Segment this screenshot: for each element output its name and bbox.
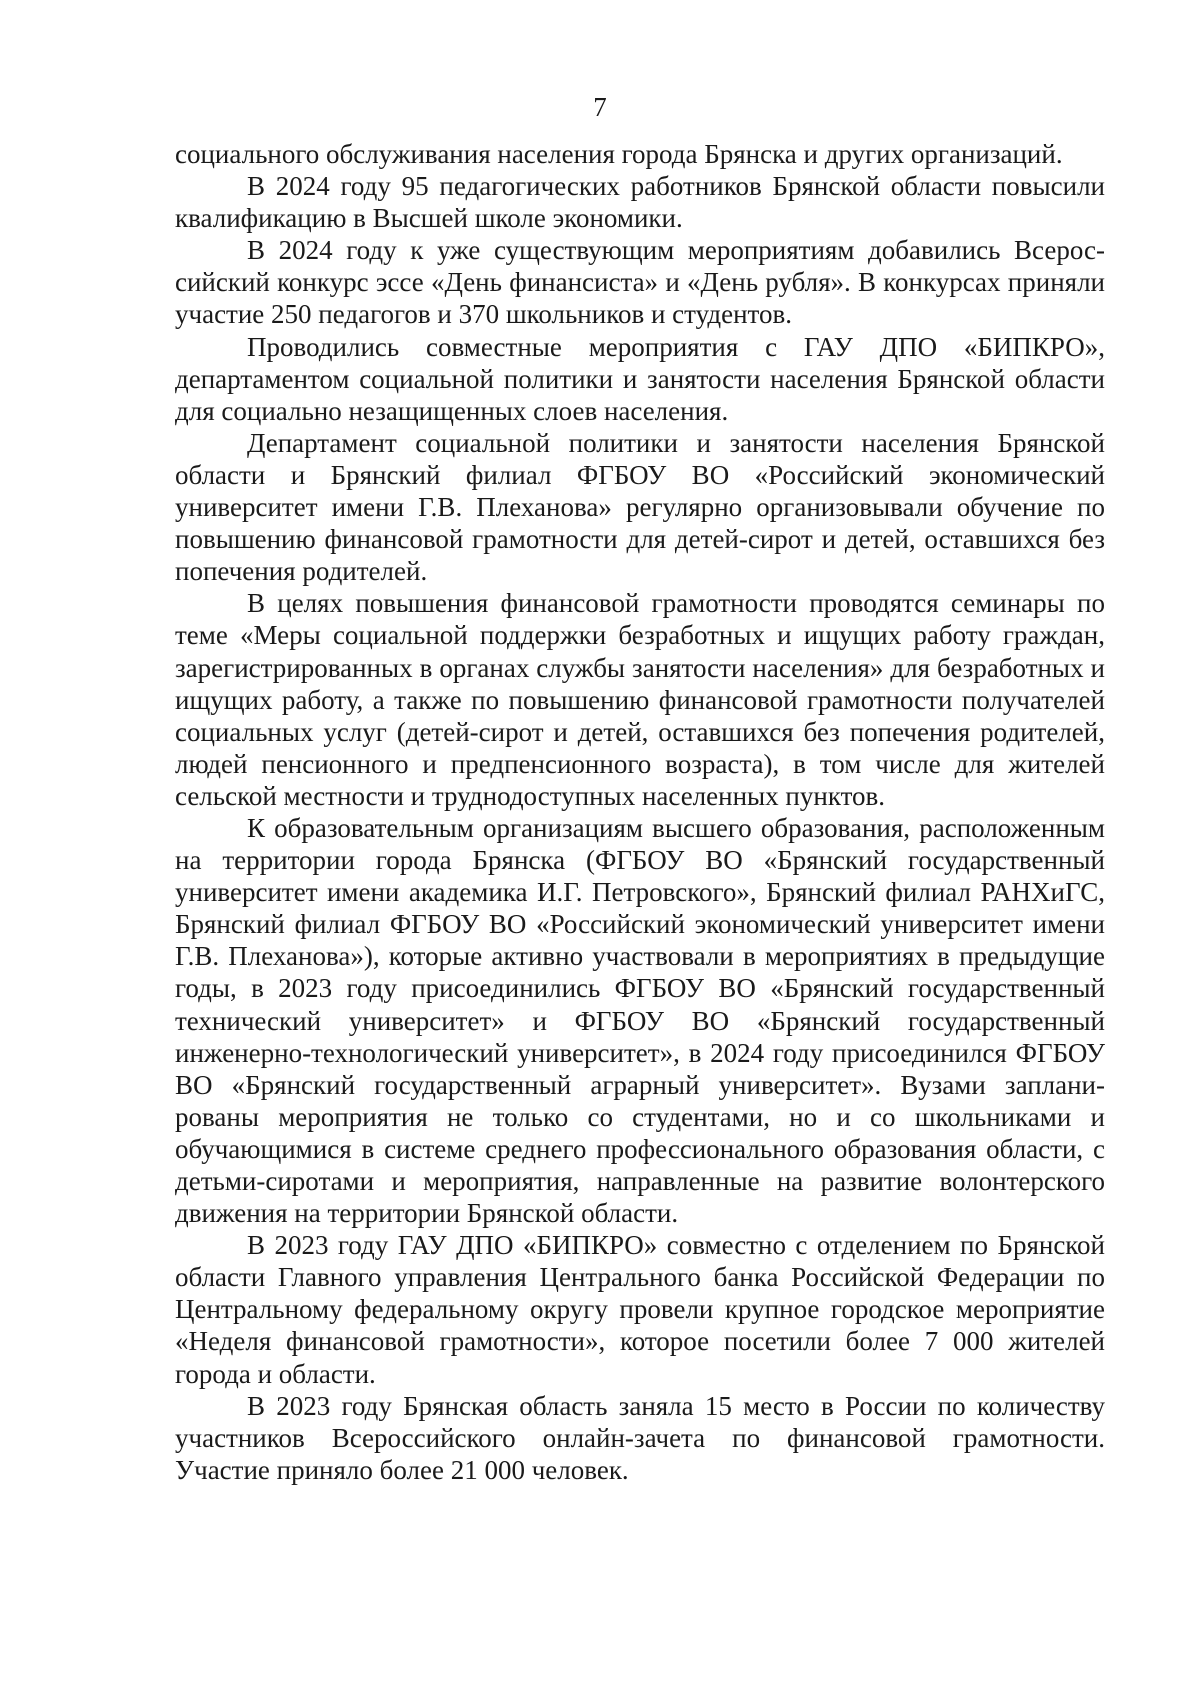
document-body: [175, 138, 1105, 1486]
paragraph-continuation: социального обслуживания населения города Брянска и других организаций.: [175, 139, 1063, 169]
paragraph: В 2024 году к уже существующим мероприятиям добавились Всероссийский конкурс эссе «День финансиста» и «День рубля». В конкурсах приняли участие 250 педагогов и 370 школьников и студентов.: [175, 235, 1105, 330]
paragraph: В 2023 году ГАУ ДПО «БИПКРО» совместно с отделением по Брянской области Главного управления Центрального банка Российской Федерации по Центральному федеральному округу провели крупное городское мероприятие «Неделя финансовой грамотности», которое посетили более 7 000 жителей города и области.: [175, 1230, 1105, 1389]
paragraph: Проводились совместные мероприятия с ГАУ ДПО «БИПКРО», департаментом социальной политики и занятости населения Брянской области для социально незащищенных слоев населения.: [175, 331, 1105, 426]
paragraph: Департамент социальной политики и занятости населения Брянской области и Брянский филиал ФГБОУ ВО «Российский экономический университет имени Г.В. Плеханова» регулярно организовывали обучение по повышению финансовой грамотности для детей-сирот и детей, оставшихся без попечения родителей.: [175, 427, 1105, 587]
paragraph: В 2023 году Брянская область заняла 15 место в России по количеству участников Всероссийского онлайн-зачета по финансовой грамотности. Участие приняло более 21 000 человек.: [175, 1390, 1105, 1485]
page-number: 7: [593, 92, 607, 122]
paragraph: К образовательным организациям высшего образования, расположенным на территории города Брянска (ФГБОУ ВО «Брянский государственный университет имени академика И.Г. Петровского», Брянский филиал РАНХиГС, Брянский филиал ФГБОУ ВО «Российский экономический университет имени Г.В. Плеханова»), которые активно участвовали в мероприятиях в предыдущие годы, в 2023 году присоединились ФГБОУ ВО «Брянский государственный технический университет» и ФГБОУ ВО «Брянский государственный инженерно-технологический университет», в 2024 году присоединился ФГБОУ ВО «Брянский государственный аграрный университет». Вузами запланированы мероприятия не только со студентами, но и со школьниками и обучающимися в системе среднего профессионального образования области, с детьми-сиротами и мероприятия, направленные на развитие волонтерского движения на территории Брянской области.: [175, 812, 1105, 1229]
paragraph: В 2024 году 95 педагогических работников Брянской области повысили квалификацию в Высшей школе экономики.: [175, 171, 1105, 234]
paragraph: В целях повышения финансовой грамотности проводятся семинары по теме «Меры социальной поддержки безработных и ищущих работу граждан, зарегистрированных в органах службы занятости населения» для безработных и ищущих работу, а также по повышению финансовой грамотности получателей социальных услуг (детей-сирот и детей, оставшихся без попечения родителей, людей пенсионного и предпенсионного возраста), в том числе для жителей сельской местности и труднодоступных населенных пунктов.: [175, 588, 1105, 811]
